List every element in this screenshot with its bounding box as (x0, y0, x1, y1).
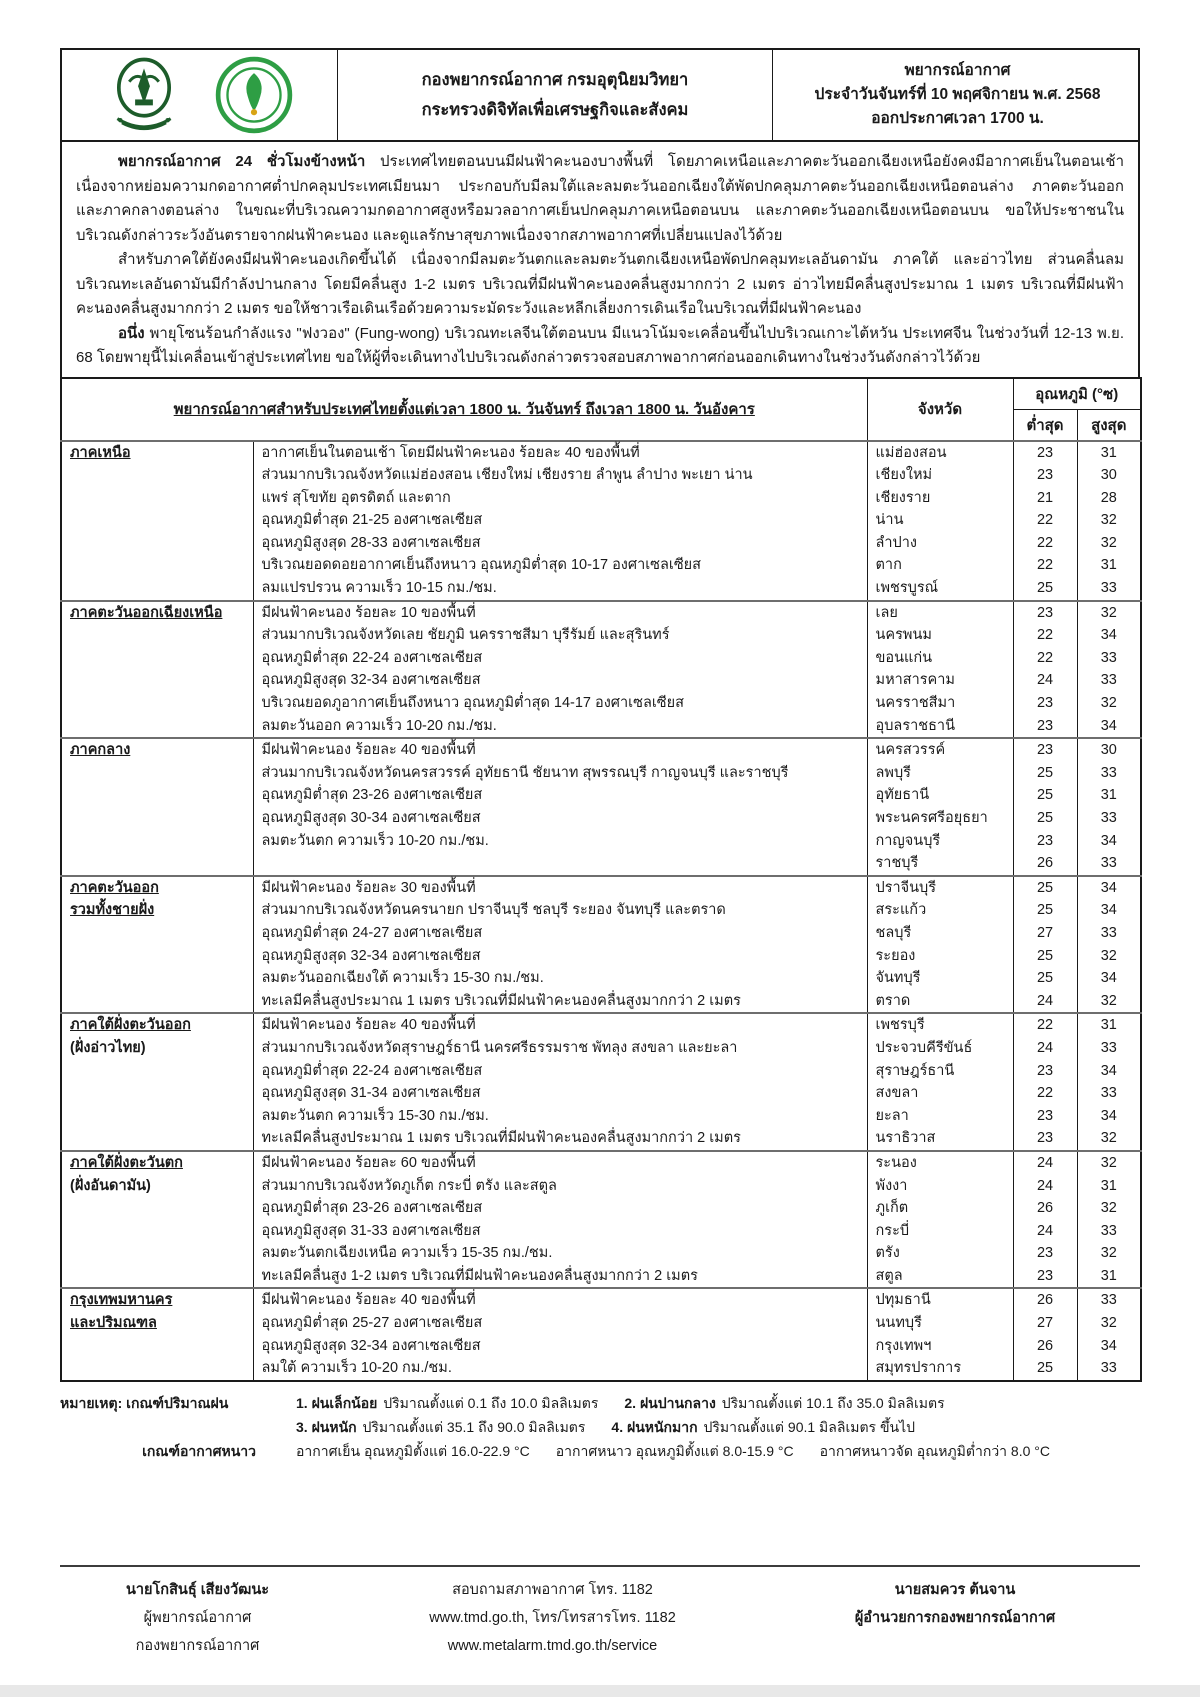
forecast-detail: มีฝนฟ้าคะนอง ร้อยละ 40 ของพื้นที่ (253, 1013, 867, 1037)
forecast-detail: อุณหภูมิสูงสุด 32-34 องศาเซลเซียส (253, 1335, 867, 1358)
footer-column (770, 1579, 1140, 1657)
region-name-line: และปริมณฑล (70, 1315, 157, 1332)
forecast-detail: บริเวณยอดดอยอากาศเย็นถึงหนาว อุณหภูมิต่ำสุด 10-17 องศาเซลเซียส (253, 554, 867, 577)
min-temp: 25 (1013, 807, 1077, 830)
province-name: กาญจนบุรี (867, 830, 1013, 853)
forecast-detail: ลมตะวันออกเฉียงใต้ ความเร็ว 15-30 กม./ชม. (253, 967, 867, 990)
min-temp: 24 (1013, 1151, 1077, 1175)
region-name-line: รวมทั้งชายฝั่ง (70, 902, 155, 919)
max-temp: 33 (1100, 1222, 1117, 1239)
forecast-detail: ลมแปรปรวน ความเร็ว 10-15 กม./ชม. (253, 577, 867, 601)
min-temp: 27 (1013, 922, 1077, 945)
min-temp: 23 (1013, 1060, 1077, 1083)
max-temp: 34 (1100, 1062, 1117, 1079)
min-temp: 23 (1013, 601, 1077, 625)
forecast-detail: ทะเลมีคลื่นสูงประมาณ 1 เมตร บริเวณที่มีฝนฟ้าคะนองคลื่นสูงมากกว่า 2 เมตร (253, 990, 867, 1014)
intro-paragraph: พยากรณ์อากาศ 24 ชั่วโมงข้างหน้า ประเทศไทยตอนบนมีฝนฟ้าคะนองบางพื้นที่ โดยภาคเหนือและภาคตะวันออกเฉียงเหนือยังคงมีอากาศเย็นในตอนเช้า เนื่องจากหย่อมความกดอากาศต่ำปกคลุมประเทศเมียนมา ประกอบกับมีลมใต้และลมตะวันออกเฉียงใต้พัดปกคลุมภาคตะวันออกเฉียงเหนือตอนล่าง ภาคตะวันออก และภาคกลางตอนล่าง ในขณะที่บริเวณความกดอากาศสูงหรือมวลอากาศเย็นปกคลุมภาคเหนือตอนบน และภาคตะวันออกเฉียงเหนือตอนบน ขอให้ประชาชนในบริเวณดังกล่าวระวังอันตรายจากฝนฟ้าคะนอง และดูแลรักษาสุขภาพเนื่องจากสภาพอากาศที่เปลี่ยนแปลงไว้ด้วย (76, 153, 1124, 244)
max-temp: 31 (1100, 557, 1117, 574)
forecast-detail: ส่วนมากบริเวณจังหวัดสุราษฎร์ธานี นครศรีธรรมราช พัทลุง สงขลา และยะลา (253, 1037, 867, 1060)
region-name (61, 1013, 253, 1151)
intro-paragraph: อนึ่ง พายุโซนร้อนกำลังแรง "ฟงวอง" (Fung-wong) บริเวณทะเลจีนใต้ตอนบน มีแนวโน้มจะเคลื่อนขึ้นไปบริเวณเกาะไต้หวัน ประเทศจีน ในช่วงวันที่ 12-13 พ.ย. 68 โดยพายุนี้ไม่เคลื่อนเข้าสู่ประเทศไทย ขอให้ผู้ที่จะเดินทางไปบริเวณดังกล่าวตรวจสอบสภาพอากาศก่อนออกเดินทางในช่วงวันดังกล่าวไว้ด้วย (76, 324, 1124, 366)
ministry-seal-logo (215, 56, 293, 134)
footer-line: www.metalarm.tmd.go.th/service (447, 1638, 658, 1654)
max-temp: 30 (1100, 467, 1117, 484)
province-name: ประจวบคีรีขันธ์ (867, 1037, 1013, 1060)
province-name: กรุงเทพฯ (867, 1335, 1013, 1358)
max-temp: 32 (1100, 695, 1117, 712)
min-temp: 22 (1013, 647, 1077, 670)
min-temp: 24 (1013, 1037, 1077, 1060)
forecast-row (61, 1013, 1141, 1037)
footer-line: www.tmd.go.th, โทร/โทรสารโทร. 1182 (429, 1610, 676, 1626)
forecast-detail: ลมตะวันตก ความเร็ว 10-20 กม./ชม. (253, 830, 867, 853)
min-temp: 23 (1013, 1105, 1077, 1128)
forecast-detail: มีฝนฟ้าคะนอง ร้อยละ 40 ของพื้นที่ (253, 738, 867, 762)
max-temp: 33 (1100, 580, 1117, 597)
forecast-table-body (61, 441, 1141, 1381)
region-name-line: (ฝั่งอ่าวไทย) (70, 1039, 146, 1056)
max-temp: 33 (1077, 1288, 1141, 1312)
footer-line: นายโกสินธุ์ เสียงวัฒนะ (125, 1582, 270, 1598)
footer-column (335, 1579, 770, 1657)
min-temp: 23 (1013, 715, 1077, 739)
forecast-detail: อุณหภูมิสูงสุด 31-34 องศาเซลเซียส (253, 1082, 867, 1105)
min-temp: 22 (1013, 509, 1077, 532)
forecast-row (61, 601, 1141, 625)
province-name: แม่ฮ่องสอน (867, 441, 1013, 465)
note-part: อากาศหนาวจัด อุณหภูมิต่ำกว่า 8.0 °C (819, 1442, 1050, 1459)
province-name: เชียงราย (867, 487, 1013, 510)
max-temp: 28 (1100, 489, 1117, 506)
max-temp-header: สูงสุด (1077, 409, 1141, 441)
forecast-detail: อุณหภูมิต่ำสุด 23-26 องศาเซลเซียส (253, 784, 867, 807)
forecast-detail: อุณหภูมิสูงสุด 30-34 องศาเซลเซียส (253, 807, 867, 830)
region-name-line: ภาคเหนือ (70, 444, 131, 461)
agency-line-1: กองพยากรณ์อากาศ กรมอุตุนิยมวิทยา (421, 71, 689, 89)
province-name: นราธิวาส (867, 1127, 1013, 1151)
forecast-detail: มีฝนฟ้าคะนอง ร้อยละ 30 ของพื้นที่ (253, 876, 867, 900)
note-part: 2. ฝนปานกลาง ปริมาณตั้งแต่ 10.1 ถึง 35.0 มิลลิเมตร (624, 1394, 945, 1411)
province-name: สระแก้ว (867, 899, 1013, 922)
forecast-detail: ลมตะวันออก ความเร็ว 10-20 กม./ชม. (253, 715, 867, 739)
min-temp: 23 (1013, 1127, 1077, 1151)
forecast-detail: ส่วนมากบริเวณจังหวัดภูเก็ต กระบี่ ตรัง และสตูล (253, 1175, 867, 1198)
forecast-row (61, 1151, 1141, 1175)
forecast-detail: ทะเลมีคลื่นสูงประมาณ 1 เมตร บริเวณที่มีฝนฟ้าคะนองคลื่นสูงมากกว่า 2 เมตร (253, 1127, 867, 1151)
max-temp: 32 (1100, 1315, 1117, 1332)
note-content (278, 1415, 941, 1439)
min-temp: 26 (1013, 852, 1077, 876)
region-name-line: ภาคใต้ฝั่งตะวันออก (70, 1017, 191, 1034)
province-name: ยะลา (867, 1105, 1013, 1128)
max-temp: 34 (1100, 1107, 1117, 1124)
tmd-seal-logo (107, 56, 181, 134)
min-temp: 26 (1013, 1288, 1077, 1312)
forecast-detail: ส่วนมากบริเวณจังหวัดนครนายก ปราจีนบุรี ชลบุรี ระยอง จันทบุรี และตราด (253, 899, 867, 922)
note-part: 4. ฝนหนักมาก ปริมาณตั้งแต่ 90.1 มิลลิเมตร ขึ้นไป (611, 1418, 916, 1435)
min-temp: 23 (1013, 692, 1077, 715)
min-temp: 23 (1013, 738, 1077, 762)
province-name: เพชรบุรี (867, 1013, 1013, 1037)
max-temp: 34 (1100, 970, 1117, 987)
forecast-detail: อุณหภูมิต่ำสุด 25-27 องศาเซลเซียส (253, 1312, 867, 1335)
note-row (60, 1415, 1140, 1439)
max-temp: 32 (1100, 1130, 1117, 1147)
min-temp: 24 (1013, 669, 1077, 692)
province-name: ตรัง (867, 1242, 1013, 1265)
min-temp: 24 (1013, 990, 1077, 1014)
bulletin-title-block (772, 50, 1142, 140)
forecast-detail: อุณหภูมิสูงสุด 32-34 องศาเซลเซียส (253, 669, 867, 692)
max-temp: 31 (1100, 1177, 1117, 1194)
footer-line: สอบถามสภาพอากาศ โทร. 1182 (452, 1582, 653, 1598)
max-temp: 33 (1100, 1360, 1117, 1377)
forecast-detail: ลมตะวันตก ความเร็ว 15-30 กม./ชม. (253, 1105, 867, 1128)
region-name-line: ภาคตะวันออกเฉียงเหนือ (70, 604, 223, 621)
footer-line: ผู้อำนวยการกองพยากรณ์อากาศ (854, 1610, 1056, 1626)
footer-line: กองพยากรณ์อากาศ (135, 1638, 260, 1654)
province-name: เลย (867, 601, 1013, 625)
province-name: ภูเก็ต (867, 1197, 1013, 1220)
province-name: ตาก (867, 554, 1013, 577)
province-name: สตูล (867, 1265, 1013, 1289)
max-temp: 31 (1077, 1013, 1141, 1037)
document-body (60, 48, 1140, 1463)
min-temp: 22 (1013, 532, 1077, 555)
max-temp: 34 (1100, 902, 1117, 919)
note-label (60, 1415, 278, 1439)
max-temp: 33 (1100, 764, 1117, 781)
province-name: ตราด (867, 990, 1013, 1014)
max-temp: 33 (1100, 1039, 1117, 1056)
min-temp: 26 (1013, 1197, 1077, 1220)
max-temp: 33 (1100, 1085, 1117, 1102)
forecast-detail: บริเวณยอดภูอากาศเย็นถึงหนาว อุณหภูมิต่ำสุด 14-17 องศาเซลเซียส (253, 692, 867, 715)
max-temp: 31 (1100, 787, 1117, 804)
province-name: พระนครศรีอยุธยา (867, 807, 1013, 830)
forecast-detail: อุณหภูมิต่ำสุด 22-24 องศาเซลเซียส (253, 647, 867, 670)
province-name: ขอนแก่น (867, 647, 1013, 670)
province-name: มหาสารคาม (867, 669, 1013, 692)
forecast-detail: แพร่ สุโขทัย อุตรดิตถ์ และตาก (253, 487, 867, 510)
logo-area (62, 50, 337, 140)
province-name: ปทุมธานี (867, 1288, 1013, 1312)
forecast-detail: อากาศเย็นในตอนเช้า โดยมีฝนฟ้าคะนอง ร้อยละ 40 ของพื้นที่ (253, 441, 867, 465)
province-name: เพชรบูรณ์ (867, 577, 1013, 601)
forecast-table (60, 377, 1142, 1382)
province-name: สุราษฎร์ธานี (867, 1060, 1013, 1083)
max-temp: 30 (1077, 738, 1141, 762)
forecast-detail (253, 852, 867, 876)
min-temp: 24 (1013, 1220, 1077, 1243)
province-name: สงขลา (867, 1082, 1013, 1105)
province-name: นครสวรรค์ (867, 738, 1013, 762)
region-name-line: ภาคตะวันออก (70, 879, 159, 896)
min-temp-header: ต่ำสุด (1013, 409, 1077, 441)
bulletin-issue-time: ออกประกาศเวลา 1700 น. (871, 110, 1044, 127)
document-header (60, 48, 1140, 142)
province-name: จันทบุรี (867, 967, 1013, 990)
forecast-detail: ลมตะวันตกเฉียงเหนือ ความเร็ว 15-35 กม./ชม. (253, 1242, 867, 1265)
forecast-row (61, 876, 1141, 900)
max-temp: 32 (1100, 534, 1117, 551)
max-temp: 34 (1100, 717, 1117, 734)
min-temp: 25 (1013, 876, 1077, 900)
min-temp: 21 (1013, 487, 1077, 510)
min-temp: 24 (1013, 1175, 1077, 1198)
page-bottom-bar (0, 1685, 1200, 1697)
max-temp: 32 (1100, 1200, 1117, 1217)
region-name (61, 738, 253, 876)
min-temp: 22 (1013, 1082, 1077, 1105)
note-row (60, 1391, 1140, 1415)
forecast-detail: มีฝนฟ้าคะนอง ร้อยละ 60 ของพื้นที่ (253, 1151, 867, 1175)
issuing-agency (337, 50, 772, 140)
notes-section (60, 1391, 1140, 1463)
max-temp: 32 (1077, 601, 1141, 625)
forecast-row (61, 441, 1141, 465)
region-name (61, 441, 253, 601)
min-temp: 25 (1013, 577, 1077, 601)
min-temp: 25 (1013, 762, 1077, 785)
max-temp: 33 (1100, 810, 1117, 826)
document-footer (60, 1565, 1140, 1657)
temperature-column-header: อุณหภูมิ (°ซ) (1013, 378, 1141, 410)
region-name-line: (ฝั่งอันดามัน) (70, 1177, 151, 1194)
min-temp: 22 (1013, 554, 1077, 577)
province-name: ระยอง (867, 945, 1013, 968)
max-temp: 33 (1100, 855, 1117, 872)
province-name: พังงา (867, 1175, 1013, 1198)
province-name: เชียงใหม่ (867, 464, 1013, 487)
table-header-row-1 (61, 378, 1141, 410)
bulletin-title: พยากรณ์อากาศ (904, 62, 1011, 79)
note-part: อากาศหนาว อุณหภูมิตั้งแต่ 8.0-15.9 °C (555, 1442, 794, 1459)
forecast-detail: อุณหภูมิสูงสุด 31-33 องศาเซลเซียส (253, 1220, 867, 1243)
forecast-detail: อุณหภูมิต่ำสุด 22-24 องศาเซลเซียส (253, 1060, 867, 1083)
forecast-detail: ส่วนมากบริเวณจังหวัดนครสวรรค์ อุทัยธานี ชัยนาท สุพรรณบุรี กาญจนบุรี และราชบุรี (253, 762, 867, 785)
max-temp: 32 (1077, 1151, 1141, 1175)
min-temp: 26 (1013, 1335, 1077, 1358)
min-temp: 25 (1013, 899, 1077, 922)
note-label: เกณฑ์อากาศหนาว (142, 1442, 256, 1459)
forecast-detail: อุณหภูมิต่ำสุด 24-27 องศาเซลเซียส (253, 922, 867, 945)
note-row (60, 1439, 1140, 1463)
province-name: ราชบุรี (867, 852, 1013, 876)
min-temp: 25 (1013, 945, 1077, 968)
forecast-detail: อุณหภูมิสูงสุด 32-34 องศาเซลเซียส (253, 945, 867, 968)
min-temp: 22 (1013, 1013, 1077, 1037)
forecast-detail: ส่วนมากบริเวณจังหวัดแม่ฮ่องสอน เชียงใหม่ เชียงราย ลำพูน ลำปาง พะเยา น่าน (253, 464, 867, 487)
max-temp: 32 (1100, 947, 1117, 964)
min-temp: 25 (1013, 1357, 1077, 1381)
province-name: ชลบุรี (867, 922, 1013, 945)
min-temp: 23 (1013, 830, 1077, 853)
agency-line-2: กระทรวงดิจิทัลเพื่อเศรษฐกิจและสังคม (421, 101, 689, 119)
max-temp: 34 (1100, 1337, 1117, 1354)
note-part: 1. ฝนเล็กน้อย ปริมาณตั้งแต่ 0.1 ถึง 10.0 มิลลิเมตร (296, 1394, 599, 1411)
min-temp: 23 (1013, 441, 1077, 465)
region-name-line: ภาคกลาง (70, 742, 131, 759)
province-name: ลำปาง (867, 532, 1013, 555)
forecast-detail: อุณหภูมิต่ำสุด 23-26 องศาเซลเซียส (253, 1197, 867, 1220)
max-temp: 34 (1100, 832, 1117, 849)
max-temp: 34 (1100, 627, 1117, 644)
province-column-header: จังหวัด (867, 378, 1013, 441)
forecast-detail: ทะเลมีคลื่นสูง 1-2 เมตร บริเวณที่มีฝนฟ้าคะนองคลื่นสูงมากกว่า 2 เมตร (253, 1265, 867, 1289)
forecast-row (61, 738, 1141, 762)
max-temp: 33 (1100, 924, 1117, 941)
max-temp: 32 (1100, 992, 1117, 1009)
max-temp: 32 (1100, 512, 1117, 529)
note-part: อากาศเย็น อุณหภูมิตั้งแต่ 16.0-22.9 °C (296, 1442, 530, 1459)
province-name: อุทัยธานี (867, 784, 1013, 807)
intro-section (60, 142, 1140, 377)
region-name (61, 1151, 253, 1289)
note-label: หมายเหตุ: เกณฑ์ปริมาณฝน (60, 1394, 229, 1411)
footer-line: นายสมควร ต้นจาน (894, 1582, 1016, 1598)
note-part: 3. ฝนหนัก ปริมาณตั้งแต่ 35.1 ถึง 90.0 มิลลิเมตร (296, 1418, 586, 1435)
forecast-detail: อุณหภูมิต่ำสุด 21-25 องศาเซลเซียส (253, 509, 867, 532)
note-content (278, 1391, 971, 1415)
max-temp: 33 (1100, 649, 1117, 666)
province-name: นครราชสีมา (867, 692, 1013, 715)
max-temp: 33 (1100, 672, 1117, 689)
max-temp: 31 (1077, 441, 1141, 465)
province-name: ระนอง (867, 1151, 1013, 1175)
max-temp: 31 (1100, 1267, 1117, 1284)
province-name: นนทบุรี (867, 1312, 1013, 1335)
forecast-period-header: พยากรณ์อากาศสำหรับประเทศไทยตั้งแต่เวลา 1800 น. วันจันทร์ ถึงเวลา 1800 น. วันอังคาร (61, 378, 867, 441)
province-name: ลพบุรี (867, 762, 1013, 785)
min-temp: 23 (1013, 1265, 1077, 1289)
max-temp: 32 (1100, 1245, 1117, 1262)
footer-column (60, 1579, 335, 1657)
max-temp: 34 (1077, 876, 1141, 900)
forecast-detail: ลมใต้ ความเร็ว 10-20 กม./ชม. (253, 1357, 867, 1381)
province-name: นครพนม (867, 624, 1013, 647)
province-name: สมุทรปราการ (867, 1357, 1013, 1381)
min-temp: 27 (1013, 1312, 1077, 1335)
province-name: น่าน (867, 509, 1013, 532)
region-name-line: กรุงเทพมหานคร (70, 1292, 173, 1309)
min-temp: 25 (1013, 967, 1077, 990)
note-content (278, 1439, 1076, 1463)
forecast-detail: มีฝนฟ้าคะนอง ร้อยละ 10 ของพื้นที่ (253, 601, 867, 625)
province-name: กระบี่ (867, 1220, 1013, 1243)
region-name (61, 601, 253, 739)
footer-line: ผู้พยากรณ์อากาศ (143, 1610, 252, 1626)
min-temp: 23 (1013, 1242, 1077, 1265)
region-name (61, 1288, 253, 1380)
min-temp: 25 (1013, 784, 1077, 807)
forecast-detail: มีฝนฟ้าคะนอง ร้อยละ 40 ของพื้นที่ (253, 1288, 867, 1312)
min-temp: 22 (1013, 624, 1077, 647)
bulletin-date: ประจำวันจันทร์ที่ 10 พฤศจิกายน พ.ศ. 2568 (814, 86, 1101, 103)
province-name: ปราจีนบุรี (867, 876, 1013, 900)
intro-paragraph: สำหรับภาคใต้ยังคงมีฝนฟ้าคะนองเกิดขึ้นได้ เนื่องจากมีลมตะวันตกและลมตะวันตกเฉียงเหนือพัดปกคลุมทะเลอันดามัน ภาคใต้ และอ่าวไทย ส่วนคลื่นลมบริเวณทะเลอันดามันมีกำลังปานกลาง โดยมีคลื่นสูง 1-2 เมตร บริเวณที่มีฝนฟ้าคะนองคลื่นสูงมากกว่า 2 เมตร อ่าวไทยมีคลื่นสูงประมาณ 1 เมตร บริเวณที่มีฝนฟ้าคะนองคลื่นสูงมากกว่า 2 เมตร ขอให้ชาวเรือเดินเรือด้วยความระมัดระวังและหลีกเลี่ยงการเดินเรือในบริเวณที่มีฝนฟ้าคะนอง (76, 251, 1124, 317)
region-name (61, 876, 253, 1014)
forecast-detail: อุณหภูมิสูงสุด 28-33 องศาเซลเซียส (253, 532, 867, 555)
forecast-detail: ส่วนมากบริเวณจังหวัดเลย ชัยภูมิ นครราชสีมา บุรีรัมย์ และสุรินทร์ (253, 624, 867, 647)
region-name-line: ภาคใต้ฝั่งตะวันตก (70, 1154, 183, 1171)
min-temp: 23 (1013, 464, 1077, 487)
province-name: อุบลราชธานี (867, 715, 1013, 739)
forecast-row (61, 1288, 1141, 1312)
